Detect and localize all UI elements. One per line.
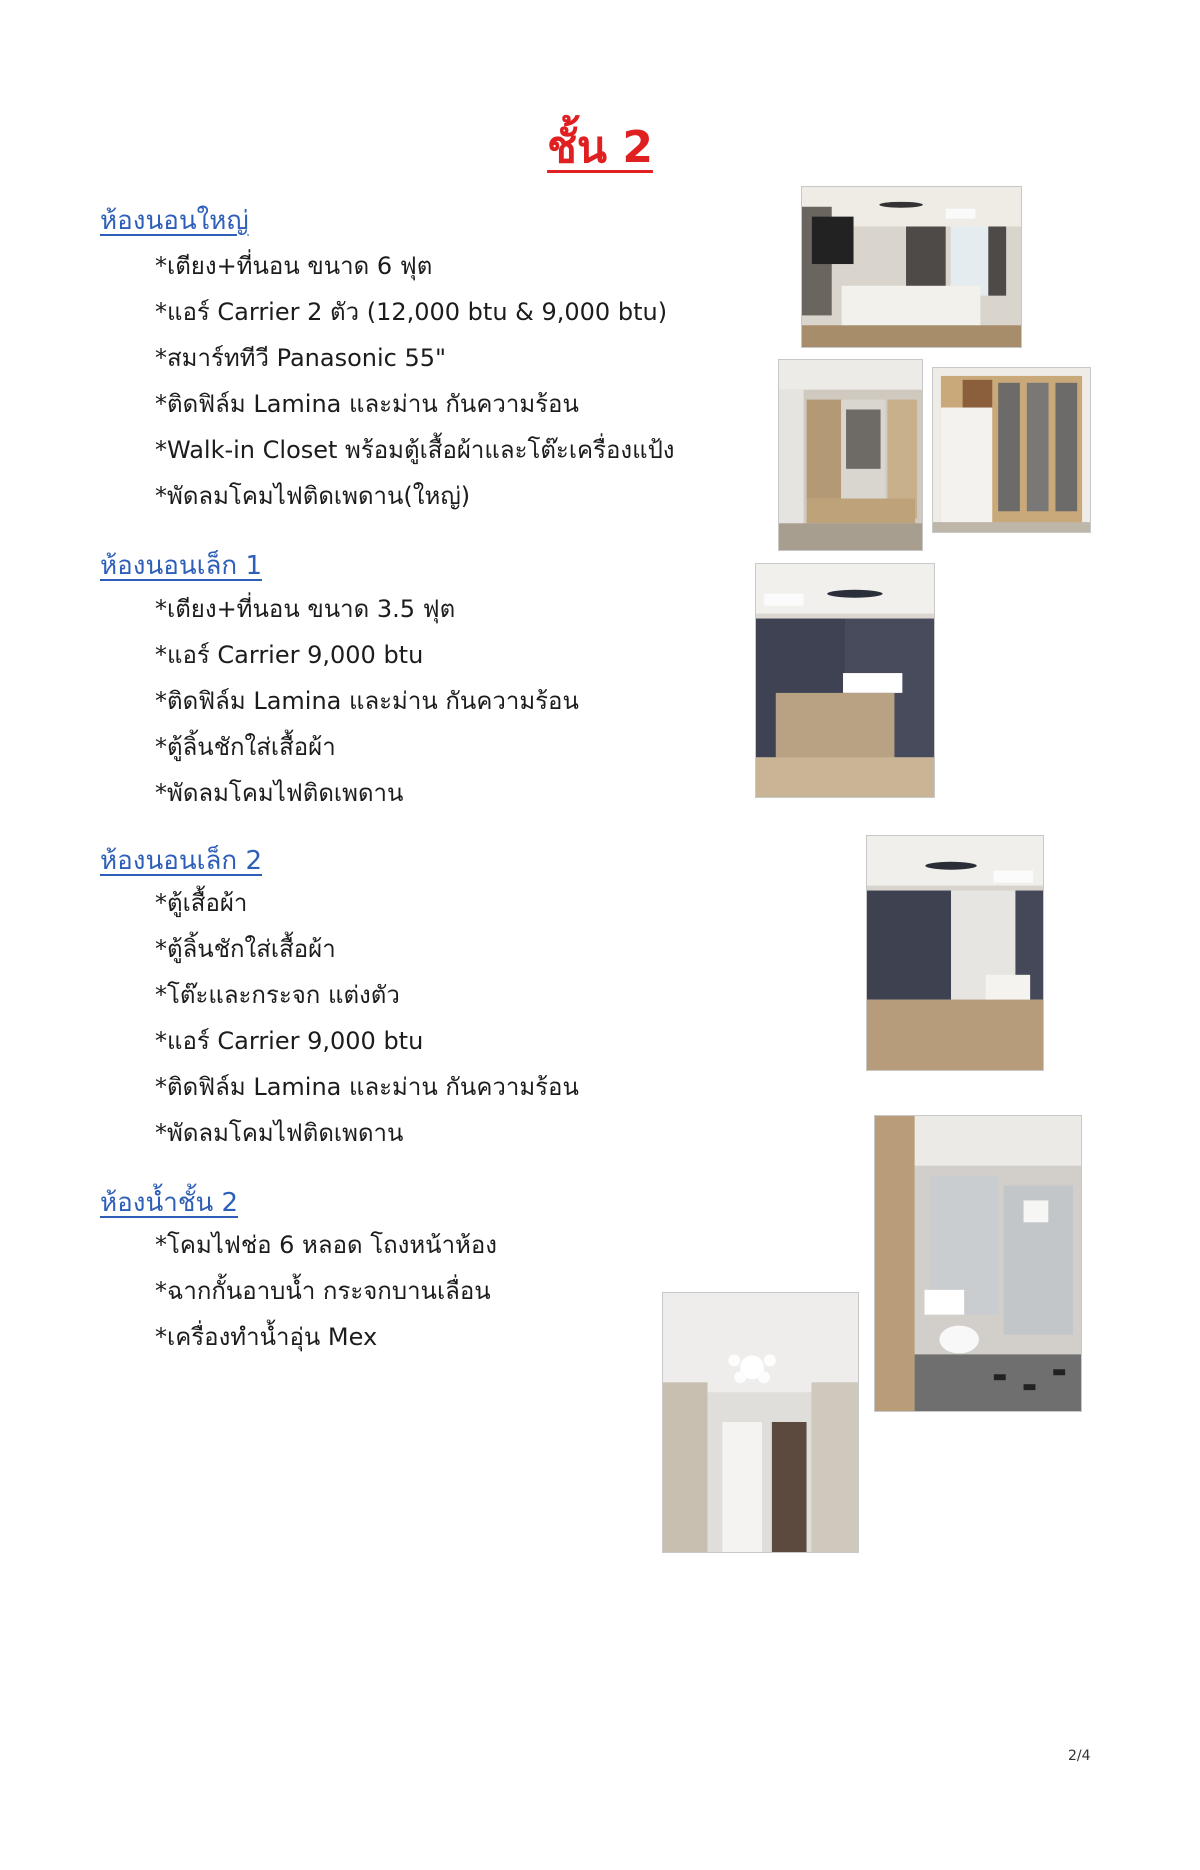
closet-doors-photo [932,367,1091,533]
walk-in-closet-photo [778,359,923,551]
list-item: *แอร์ Carrier 9,000 btu [155,1027,424,1055]
list-item: *ฉากกั้นอาบน้ำ กระจกบานเลื่อน [155,1277,491,1305]
list-item: *เครื่องทำน้ำอุ่น Mex [155,1323,378,1351]
section-heading-master-bedroom: ห้องนอนใหญ่ [100,206,249,236]
page-number: 2/4 [1068,1748,1091,1764]
list-item: *สมาร์ททีวี Panasonic 55" [155,344,447,372]
list-item: *พัดลมโคมไฟติดเพดาน(ใหญ่) [155,482,471,510]
bathroom-photo [874,1115,1082,1412]
list-item: *ติดฟิล์ม Lamina และม่าน กันความร้อน [155,1073,579,1101]
list-item: *ตู้ลิ้นชักใส่เสื้อผ้า [155,935,336,963]
small-bedroom-2-list [155,880,579,1156]
bathroom-list [155,1222,497,1360]
list-item: *โคมไฟช่อ 6 หลอด โถงหน้าห้อง [155,1231,498,1259]
list-item: *ติดฟิล์ม Lamina และม่าน กันความร้อน [155,687,579,715]
list-item: *ตู้เสื้อผ้า [155,889,248,917]
small-bedroom-2-photo [866,835,1044,1071]
page-title: ชั้น 2 [547,122,653,173]
section-heading-small-bedroom-2: ห้องนอนเล็ก 2 [100,846,262,876]
list-item: *เตียง+ที่นอน ขนาด 6 ฟุต [155,252,433,280]
list-item: *แอร์ Carrier 2 ตัว (12,000 btu & 9,000 btu) [155,298,668,326]
list-item: *ตู้ลิ้นชักใส่เสื้อผ้า [155,733,336,761]
master-bedroom-list [155,243,675,519]
list-item: *พัดลมโคมไฟติดเพดาน [155,779,404,807]
section-heading-bathroom: ห้องน้ำชั้น 2 [100,1188,239,1218]
small-bedroom-1-list [155,586,579,816]
small-bedroom-1-photo [755,563,935,798]
list-item: *ติดฟิล์ม Lamina และม่าน กันความร้อน [155,390,579,418]
list-item: *Walk-in Closet พร้อมตู้เสื้อผ้าและโต๊ะเครื่องแป้ง [155,436,675,464]
list-item: *พัดลมโคมไฟติดเพดาน [155,1119,404,1147]
section-heading-small-bedroom-1: ห้องนอนเล็ก 1 [100,551,262,581]
master-bedroom-photo [801,186,1022,348]
list-item: *แอร์ Carrier 9,000 btu [155,641,424,669]
list-item: *โต๊ะและกระจก แต่งตัว [155,981,400,1009]
list-item: *เตียง+ที่นอน ขนาด 3.5 ฟุต [155,595,456,623]
hallway-photo [662,1292,859,1553]
